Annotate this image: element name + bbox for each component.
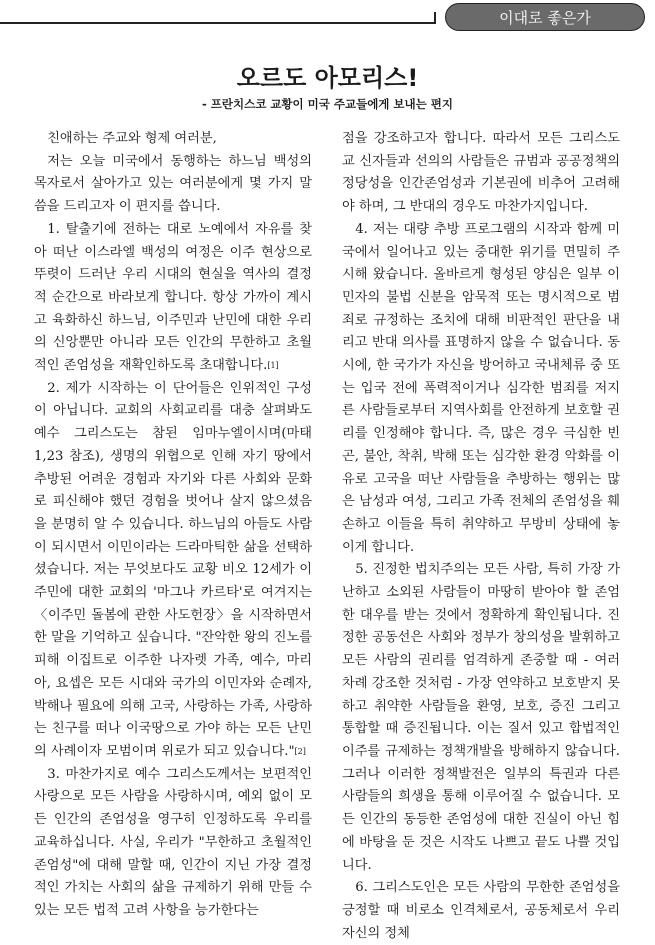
article-title: 오르도 아모리스! [236, 64, 419, 92]
paragraph-3: 3. 마찬가지로 예수 그리스도께서는 보편적인 사랑으로 모든 사람을 사랑하시며, 예외 없이 모든 인간의 존엄성을 영구히 인정하도록 우리를 교육하십니다. 사실, 우리가 "무한하고 초월적인 존엄성"에 대해 말할 때, 인간이 지닌 가장 결정적인 가치는 사회의 삶을 규제하기 위해 만들 수 있는 모든 법적 고려 사항을 능가한다는 [34, 766, 312, 918]
paragraph-1 [34, 219, 312, 378]
header-rule-tick [434, 12, 436, 24]
article-subtitle: - 프란치스코 교황이 미국 주교들에게 보내는 편지 [202, 97, 453, 111]
header-rule [0, 22, 436, 24]
greeting-paragraph: 친애하는 주교와 형제 여러분, [47, 131, 217, 146]
footnote-mark-2: [2] [294, 746, 306, 756]
paragraph-2-text: 2. 제가 시작하는 이 단어들은 인위적인 구성이 아닙니다. 교회의 사회교리를 대충 살펴봐도 예수 그리스도는 참된 임마누엘이시며(마태 1,23 참조), 생명의 위협으로 인해 자기 땅에서 추방된 어려운 경험과 자기와 다른 사회와 문화로 피신해야 했던 경험을 벗어나 살지 않으셨음을 분명히 알 수 있습니다. 하느님의 아들도 사람이 되시면서 이민이라는 드라마틱한 삶을 선택하셨습니다. 저는 무엇보다도 교황 비오 12세가 이주민에 대한 교회의 '마그나 카르타'로 여겨지는 〈이주민 돌봄에 관한 사도헌장〉을 시작하면서 한 말을 기억하고 싶습니다. "잔악한 왕의 진노를 피해 이집트로 이주한 나자렛 가족, 예수, 마리아, 요셉은 모든 시대와 국가의 이민자와 순례자, 박해나 필요에 의해 고국, 사랑하는 가족, 사랑하는 친구를 떠나 이국땅으로 가야 하는 모든 난민의 사례이자 모범이며 위로가 되고 있습니다." [34, 380, 312, 759]
paragraph-6: 6. 그리스도인은 모든 사람의 무한한 존엄성을 긍정할 때 비로소 인격체로서, 공동체로서 우리 자신의 정체 [342, 880, 620, 941]
paragraph-5: 5. 진정한 법치주의는 모든 사람, 특히 가장 가난하고 소외된 사람들이 마땅히 받아야 할 존엄한 대우를 받는 것에서 정확하게 확인됩니다. 진정한 공동선은 사회와 정부가 창의성을 발휘하고 모든 사람의 권리를 엄격하게 존중할 때 - 여러 차례 강조한 것처럼 - 가장 연약하고 보호받지 못하고 취약한 사람들을 환영, 보호, 증진 그리고 통합할 때 증진됩니다. 이는 질서 있고 합법적인 이주를 규제하는 정책개발을 방해하지 않습니다. 그러나 이러한 정책발전은 일부의 특권과 다른 사람들의 희생을 통해 이루어질 수 없습니다. 모든 인간의 동등한 존엄성에 대한 진실이 아닌 힘에 바탕을 둔 것은 시작도 나쁘고 끝도 나쁠 것입니다. [342, 562, 620, 873]
paragraph-4: 4. 저는 대량 추방 프로그램의 시작과 함께 미국에서 일어나고 있는 중대한 위기를 면밀히 주시해 왔습니다. 올바르게 형성된 양심은 일부 이민자의 불법 신분을 암묵적 또는 명시적으로 범죄로 규정하는 조치에 대해 비판적인 판단을 내리고 반대 의사를 표명하지 않을 수 없습니다. 동시에, 한 국가가 자신을 방어하고 국내체류 중 또는 입국 전에 폭력적이거나 심각한 범죄를 저지른 사람들로부터 지역사회를 안전하게 보호할 권리를 인정해야 합니다. 즉, 많은 경우 극심한 빈곤, 불안, 착취, 박해 또는 심각한 환경 악화를 이유로 고국을 떠난 사람들을 추방하는 행위는 많은 남성과 여성, 그리고 가족 전체의 존엄성을 훼손하고 이들을 특히 취약하고 무방비 상태에 놓이게 합니다. [342, 221, 620, 555]
right-column [342, 128, 620, 945]
paragraph-1-text: 1. 탈출기에 전하는 대로 노예에서 자유를 찾아 떠난 이스라엘 백성의 여정은 이주 현상으로 뚜렷이 드러난 우리 시대의 현실을 역사의 결정적 순간으로 바라보게 합니다. 항상 가까이 계시고 육화하신 하느님, 이주민과 난민에 대한 우리의 신앙뿐만 아니라 모든 인간의 무한하고 초월적인 존엄성을 재확인하도록 초대합니다. [34, 221, 312, 374]
left-column [34, 128, 312, 923]
intro-paragraph: 저는 오늘 미국에서 동행하는 하느님 백성의 목자로서 살아가고 있는 여러분에게 몇 가지 말씀을 드리고자 이 편지를 씁니다. [34, 153, 312, 215]
paragraph-3-continued: 점을 강조하고자 합니다. 따라서 모든 그리스도교 신자들과 선의의 사람들은 규범과 공공정책의 정당성을 인간존엄성과 기본권에 비추어 고려해야 하며, 그 반대의 경우도 마찬가지입니다. [342, 131, 620, 215]
paragraph-2 [34, 378, 312, 764]
section-tab: 이대로 좋은가 [445, 3, 645, 31]
footnote-mark-1: [1] [267, 361, 279, 371]
